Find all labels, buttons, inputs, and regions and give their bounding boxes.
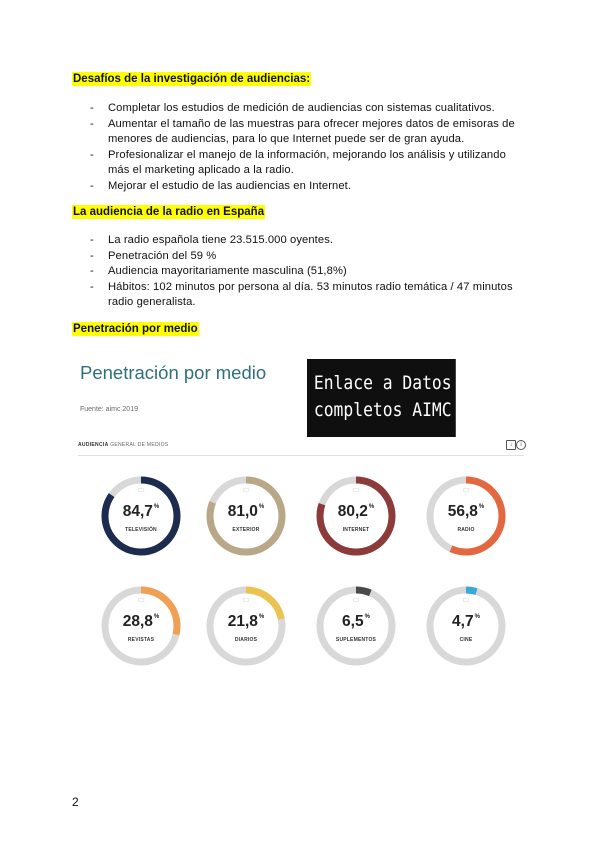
- donut-label: TELEVISIÓN: [125, 527, 157, 533]
- newspaper-icon: ▭: [242, 595, 250, 604]
- donut-label: REVISTAS: [127, 637, 155, 643]
- donut-label: CINE: [459, 637, 473, 643]
- donut-televisión: [100, 475, 182, 557]
- donut-suplementos: [315, 585, 397, 667]
- laptop-icon: ▭: [352, 485, 360, 494]
- donut-cine: [425, 585, 507, 667]
- donut-value: 80,2%: [337, 503, 375, 520]
- donut-label: DIARIOS: [234, 637, 258, 643]
- list-item: - Mejorar el estudio de las audiencias en Internet.: [90, 179, 530, 195]
- cinema-icon: ▭: [462, 595, 470, 604]
- section-heading-radio-espana: La audiencia de la radio en España: [73, 206, 265, 218]
- figure-title: Penetración por medio: [80, 362, 267, 383]
- radio-espana-list: [90, 233, 530, 311]
- donut-label: SUPLEMENTOS: [335, 637, 377, 643]
- list-item: - La radio española tiene 23.515.000 oyentes.: [90, 233, 530, 249]
- list-item: - Penetración del 59 %: [90, 249, 530, 265]
- supplement-icon: ▭: [352, 595, 360, 604]
- donut-internet: [315, 475, 397, 557]
- aimc-data-link[interactable]: Enlace a Datos completos AIMC: [307, 359, 456, 437]
- list-item: - Completar los estudios de medición de audiencias con sistemas cualitativos.: [90, 101, 530, 117]
- donut-radio: [425, 475, 507, 557]
- donut-exterior: [205, 475, 287, 557]
- magazine-icon: ▭: [137, 595, 145, 604]
- donut-value: 28,8%: [122, 613, 160, 630]
- list-item: - Aumentar el tamaño de las muestras para ofrecer mejores datos de emisoras de menores de audiencias, para lo que Internet puede ser de gran ayuda.: [90, 117, 530, 148]
- section-heading-desafios: Desafíos de la investigación de audiencias:: [73, 73, 311, 85]
- donut-value: 21,8%: [227, 613, 265, 630]
- billboard-icon: ▭: [242, 485, 250, 494]
- section-heading-penetracion: Penetración por medio: [73, 323, 198, 335]
- donut-value: 56,8%: [447, 503, 485, 520]
- donut-diarios: [205, 585, 287, 667]
- list-item: - Profesionalizar el manejo de la información, mejorando los análisis y utilizando más el marketing aplicado a la radio.: [90, 148, 530, 179]
- radio-icon: ▭: [462, 485, 470, 494]
- list-item: - Audiencia mayoritariamente masculina (51,8%): [90, 264, 530, 280]
- page-number: 2: [72, 795, 79, 809]
- donut-label: RADIO: [457, 527, 475, 533]
- list-item: - Hábitos: 102 minutos por persona al día. 53 minutos radio temática / 47 minutos radio generalista.: [90, 280, 530, 311]
- desafios-list: [90, 101, 530, 195]
- donut-label: EXTERIOR: [232, 527, 260, 533]
- info-icon[interactable]: i: [516, 440, 526, 450]
- donut-label: INTERNET: [342, 527, 370, 533]
- donut-value: 81,0%: [227, 503, 265, 520]
- donut-value: 84,7%: [122, 503, 160, 520]
- donut-value: 6,5%: [342, 613, 370, 630]
- export-icon[interactable]: ↓: [506, 440, 516, 450]
- panel-divider: [78, 455, 524, 456]
- figure-source: Fuente: aimc 2019: [80, 406, 138, 413]
- donut-value: 4,7%: [452, 613, 480, 630]
- donut-revistas: [100, 585, 182, 667]
- tv-icon: ▭: [137, 485, 145, 494]
- panel-header: [78, 440, 524, 452]
- panel-label: AUDIENCIA GENERAL DE MEDIOS: [78, 442, 169, 448]
